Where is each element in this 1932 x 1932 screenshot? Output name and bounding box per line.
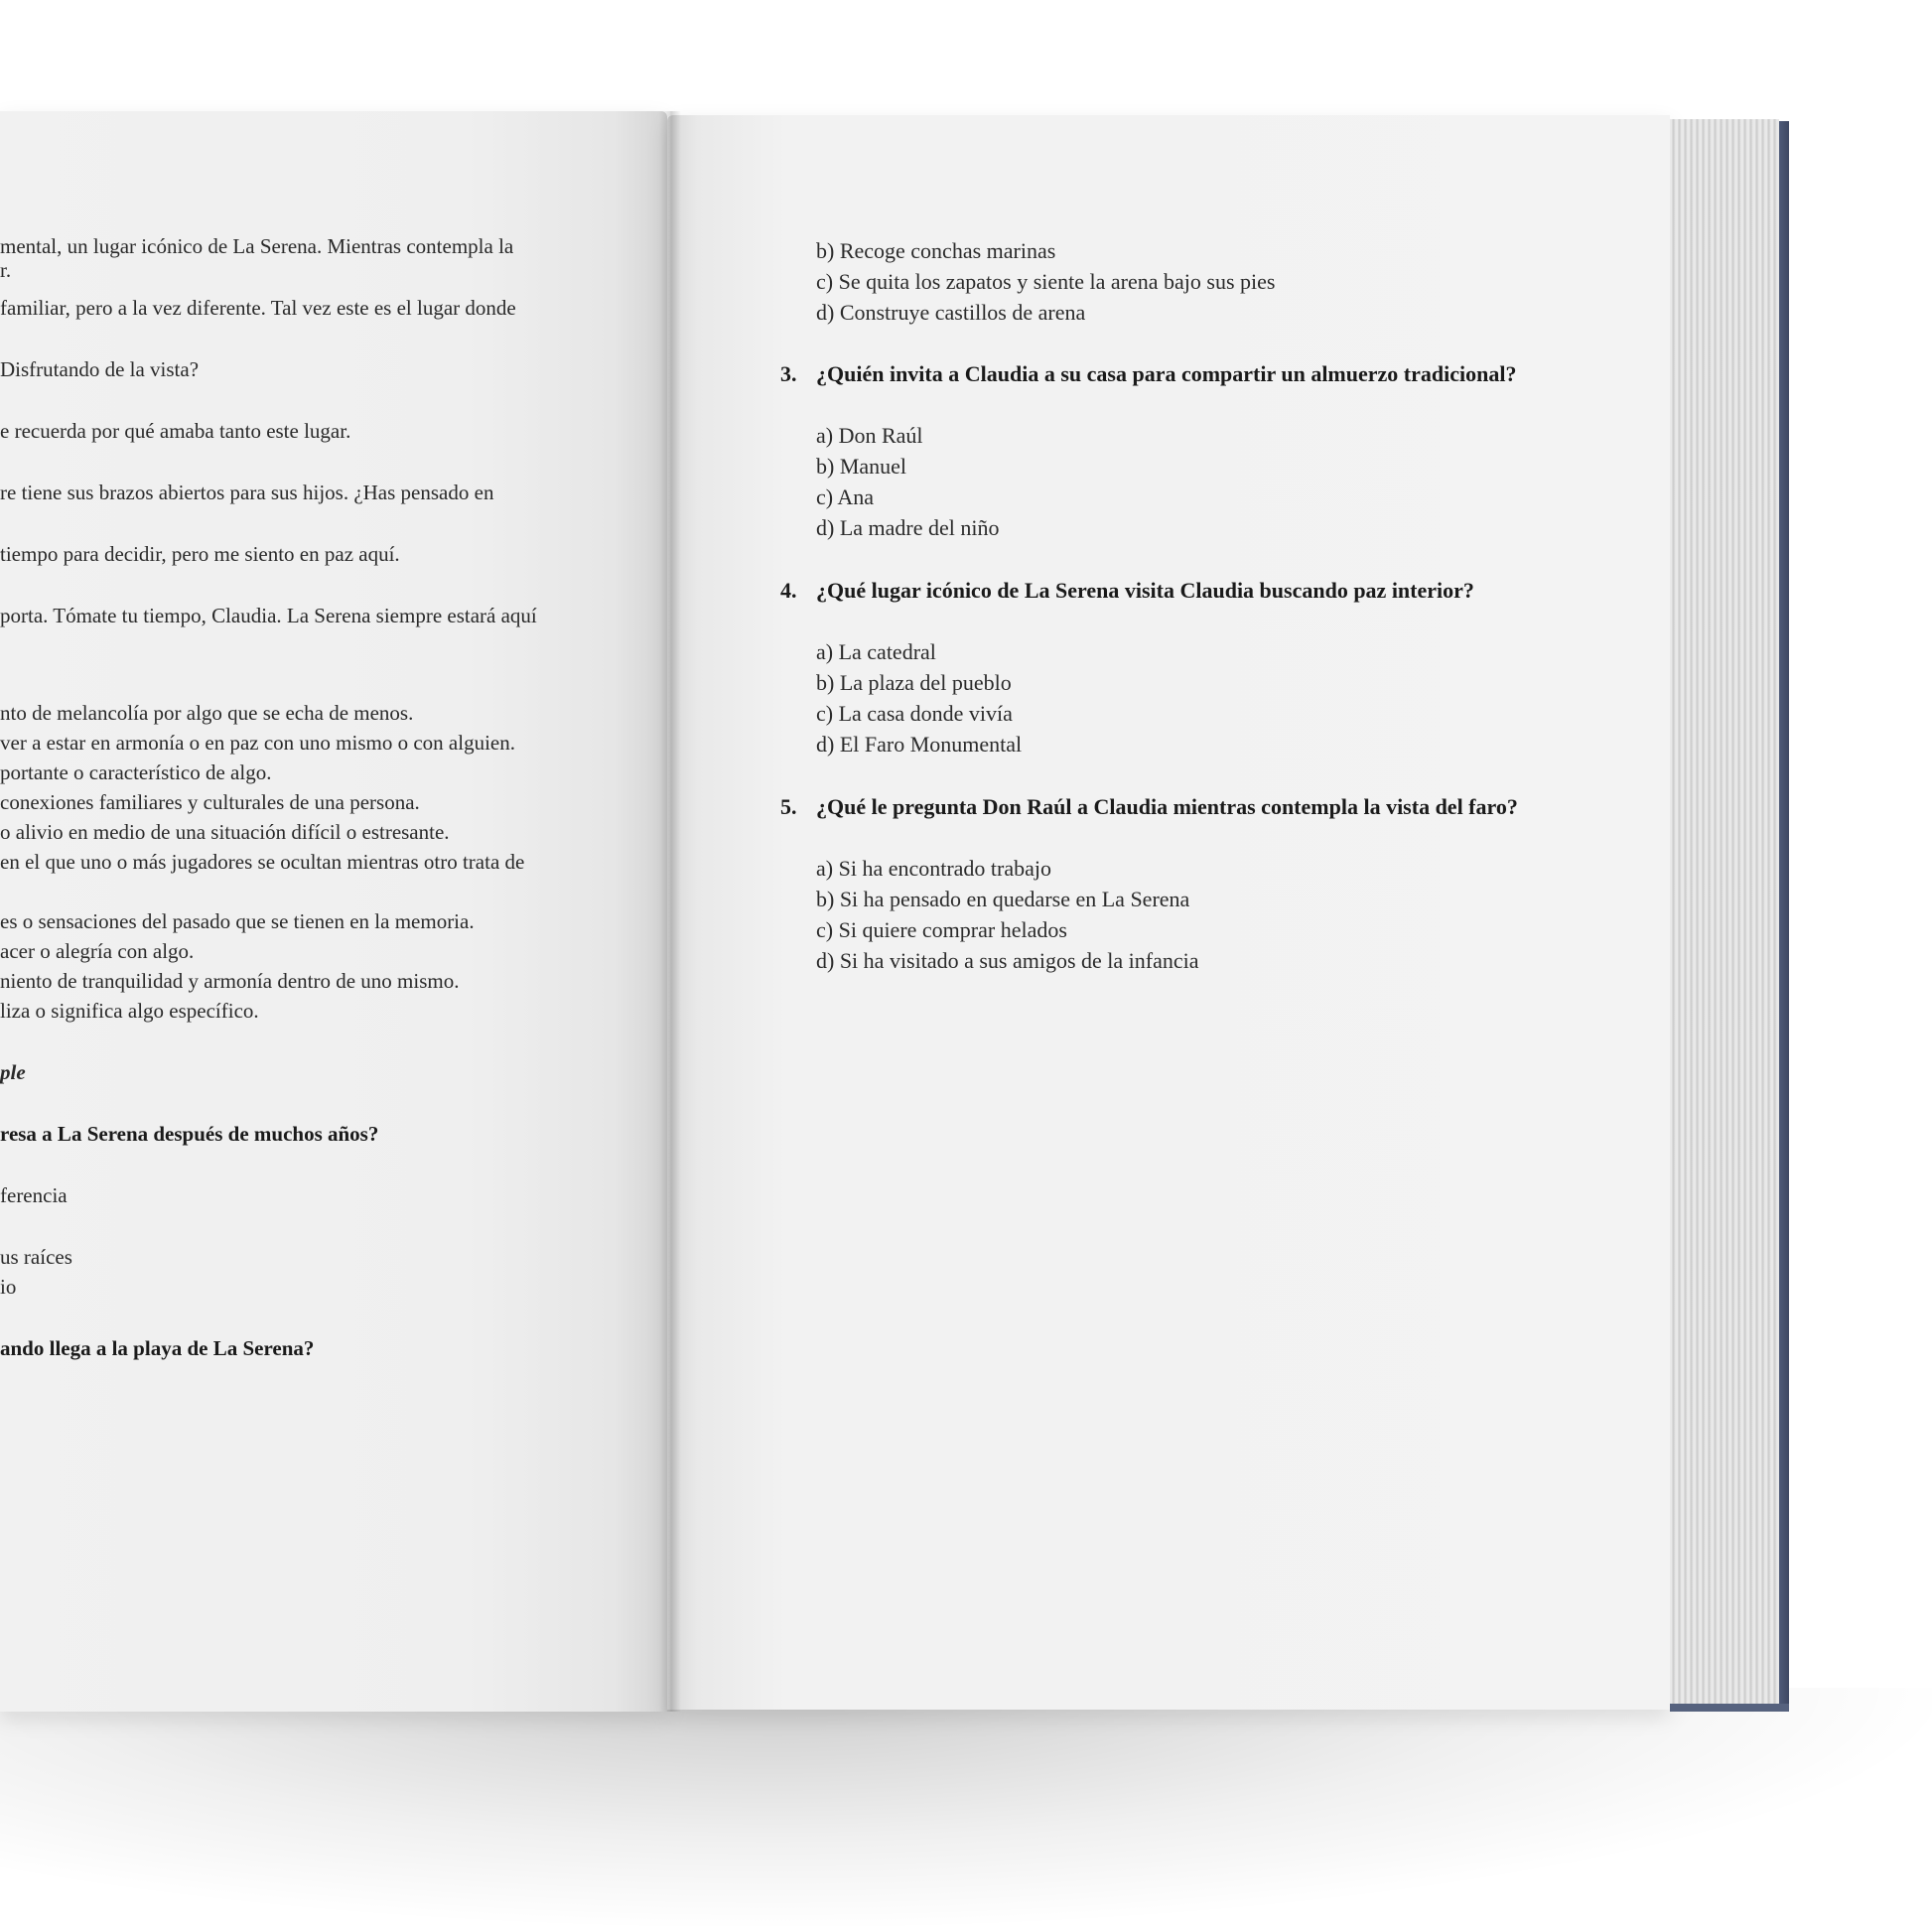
option-line: d) Construye castillos de arena — [816, 300, 1086, 325]
question-text: ¿Qué le pregunta Don Raúl a Claudia mientras contempla la vista del faro? — [816, 794, 1518, 819]
section-heading: ple — [0, 1060, 26, 1084]
left-page — [0, 111, 667, 1712]
glossary-line: es o sensaciones del pasado que se tienen en la memoria. — [0, 909, 475, 933]
text-line: re tiene sus brazos abiertos para sus hijos. ¿Has pensado en — [0, 481, 494, 504]
question-title — [780, 792, 1518, 822]
glossary-line: niento de tranquilidad y armonía dentro de uno mismo. — [0, 969, 460, 993]
option-line: ferencia — [0, 1183, 68, 1207]
question-number: 5. — [780, 794, 797, 819]
book-cover-bottom — [1670, 1704, 1789, 1712]
text-line: r. — [0, 258, 12, 282]
text-line: Disfrutando de la vista? — [0, 357, 200, 381]
question-text: ¿Qué lugar icónico de La Serena visita Claudia buscando paz interior? — [816, 578, 1474, 603]
glossary-line: en el que uno o más jugadores se ocultan mientras otro trata de — [0, 850, 525, 874]
option-line: c) Se quita los zapatos y siente la arena bajo sus pies — [816, 269, 1276, 294]
book-gutter — [659, 111, 681, 1712]
right-page — [667, 115, 1670, 1710]
question-text: ¿Quién invita a Claudia a su casa para compartir un almuerzo tradicional? — [816, 361, 1517, 386]
question-text: ando llega a la playa de La Serena? — [0, 1336, 315, 1360]
question-number: 3. — [780, 361, 797, 386]
glossary-line: liza o significa algo específico. — [0, 999, 259, 1023]
option-line: a) Si ha encontrado trabajo — [816, 856, 1052, 881]
text-line: mental, un lugar icónico de La Serena. Mientras contempla la — [0, 234, 514, 258]
option-line: b) Si ha pensado en quedarse en La Serena — [816, 887, 1190, 911]
option-line: c) Si quiere comprar helados — [816, 917, 1067, 942]
book-shadow — [0, 1688, 1932, 1926]
question-title — [780, 359, 1516, 389]
option-line: c) La casa donde vivía — [816, 701, 1013, 726]
glossary-line: conexiones familiares y culturales de una persona. — [0, 790, 420, 814]
option-line: a) Don Raúl — [816, 423, 923, 448]
question-number: 4. — [780, 578, 797, 603]
option-line: d) La madre del niño — [816, 515, 1000, 540]
option-line: a) La catedral — [816, 639, 936, 664]
glossary-line: o alivio en medio de una situación difícil o estresante. — [0, 820, 450, 844]
option-line: b) La plaza del pueblo — [816, 670, 1012, 695]
option-line: c) Ana — [816, 484, 875, 509]
option-line: b) Recoge conchas marinas — [816, 238, 1056, 263]
option-line: io — [0, 1275, 17, 1299]
text-line: tiempo para decidir, pero me siento en paz aquí. — [0, 542, 400, 566]
option-line: d) El Faro Monumental — [816, 732, 1023, 757]
option-line: d) Si ha visitado a sus amigos de la infancia — [816, 948, 1199, 973]
text-line: e recuerda por qué amaba tanto este lugar. — [0, 419, 351, 443]
page-block-edges — [1670, 119, 1779, 1708]
text-line: familiar, pero a la vez diferente. Tal vez este es el lugar donde — [0, 296, 516, 320]
glossary-line: acer o alegría con algo. — [0, 939, 195, 963]
glossary-line: nto de melancolía por algo que se echa de menos. — [0, 701, 414, 725]
glossary-line: portante o característico de algo. — [0, 760, 272, 784]
book-cover-edge — [1779, 121, 1789, 1708]
question-text: resa a La Serena después de muchos años? — [0, 1122, 379, 1146]
option-line: b) Manuel — [816, 454, 907, 479]
option-line: us raíces — [0, 1245, 72, 1269]
text-line: porta. Tómate tu tiempo, Claudia. La Serena siempre estará aquí — [0, 604, 537, 627]
question-title — [780, 576, 1474, 606]
glossary-line: ver a estar en armonía o en paz con uno mismo o con alguien. — [0, 731, 515, 755]
